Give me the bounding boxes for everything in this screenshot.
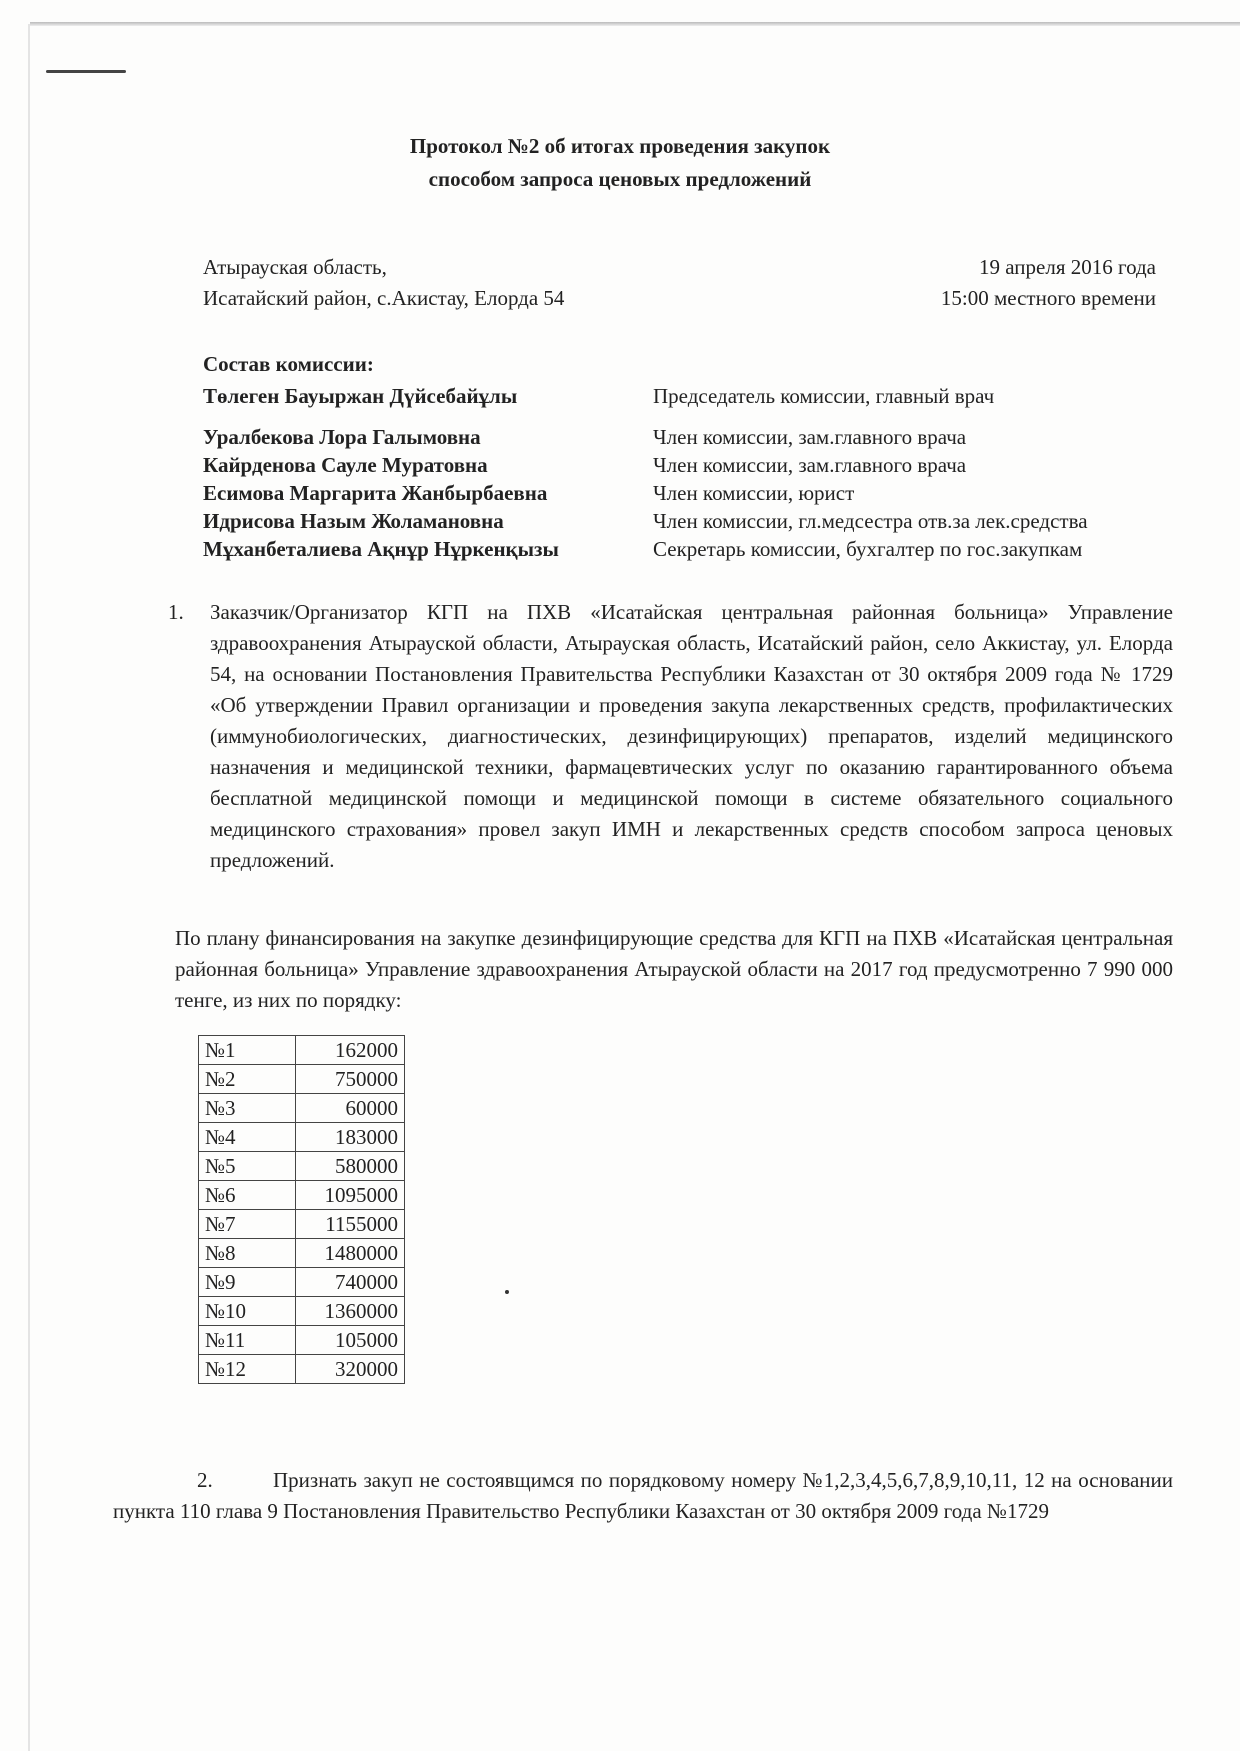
location-address: Исатайский район, с.Акистау, Елорда 54	[203, 286, 565, 310]
table-row	[199, 1036, 405, 1065]
chairman-name: Төлеген Бауыржан Дүйсебайұлы	[203, 384, 518, 408]
member-role: Член комиссии, юрист	[653, 481, 855, 505]
member-name: Кайрденова Сауле Муратовна	[203, 453, 488, 477]
lot-number: №4	[199, 1123, 296, 1152]
member-name: Уралбекова Лора Галымовна	[203, 425, 481, 449]
member-name: Идрисова Назым Жоламановна	[203, 509, 504, 533]
lot-number: №6	[199, 1181, 296, 1210]
member-role: Член комиссии, зам.главного врача	[653, 425, 967, 449]
item1-text: Заказчик/Организатор КГП на ПХВ «Исатайская центральная районная больница» Управление здравоохранения Атырауской области, Атырауская область, Исатайский район, село Аккистау, ул. Елорда 54, на основании Постановления Правительства Республики Казахстан от 30 октября 2009 года № 1729 «Об утверждении Правил организации и проведения закупа лекарственных средств, профилактических (иммунобиологических, диагностических, дезинфицирующих) препаратов, изделий медицинского назначения и медицинской техники, фармацевтических услуг по оказанию гарантированного объема бесплатной медицинской помощи и медицинской помощи в системе обязательного социального медицинского страхования» провел закуп ИМН и лекарственных средств способом запроса ценовых предложений.	[210, 600, 1173, 872]
table-row	[199, 1152, 405, 1181]
table-row	[199, 1326, 405, 1355]
lot-amount: 750000	[296, 1065, 405, 1094]
table-row	[199, 1065, 405, 1094]
lots-table	[198, 1035, 405, 1384]
lot-number: №11	[199, 1326, 296, 1355]
protocol-time: 15:00 местного времени	[940, 286, 1156, 310]
member-name: Мұханбеталиева Ақнұр Нұркенқызы	[203, 537, 559, 561]
document-title-line2: способом запроса ценовых предложений	[428, 167, 812, 191]
lot-amount: 162000	[296, 1036, 405, 1065]
lot-amount: 320000	[296, 1355, 405, 1384]
table-row	[199, 1268, 405, 1297]
lot-number: №12	[199, 1355, 296, 1384]
commission-heading: Состав комиссии:	[203, 352, 374, 376]
financing-text: По плану финансирования на закупке дезинфицирующие средства для КГП на ПХВ «Исатайская центральная районная больница» Управление здравоохранения Атырауской области на 2017 год предусмотренно 7 990 000 тенге, из них по порядку:	[175, 926, 1173, 1012]
lot-amount: 1480000	[296, 1239, 405, 1268]
member-name: Есимова Маргарита Жанбырбаевна	[203, 481, 548, 505]
lot-amount: 60000	[296, 1094, 405, 1123]
chairman-role: Председатель комиссии, главный врач	[653, 384, 995, 408]
lot-number: №3	[199, 1094, 296, 1123]
table-row	[199, 1239, 405, 1268]
lot-number: №7	[199, 1210, 296, 1239]
lot-amount: 105000	[296, 1326, 405, 1355]
lot-number: №10	[199, 1297, 296, 1326]
protocol-date: 19 апреля 2016 года	[979, 255, 1156, 279]
lot-amount: 183000	[296, 1123, 405, 1152]
item1-number: 1.	[168, 600, 184, 624]
lot-number: №5	[199, 1152, 296, 1181]
table-row	[199, 1094, 405, 1123]
table-row	[199, 1297, 405, 1326]
lot-number: №8	[199, 1239, 296, 1268]
member-role: Секретарь комиссии, бухгалтер по гос.закупкам	[653, 537, 1083, 561]
scan-speck	[505, 1290, 509, 1294]
table-row	[199, 1210, 405, 1239]
table-row	[199, 1123, 405, 1152]
table-row	[199, 1355, 405, 1384]
lot-amount: 1360000	[296, 1297, 405, 1326]
scan-edge	[30, 22, 1240, 26]
scan-edge-left	[28, 24, 30, 1751]
document-title-line1: Протокол №2 об итогах проведения закупок	[409, 134, 831, 158]
lot-amount: 740000	[296, 1268, 405, 1297]
lot-number: №1	[199, 1036, 296, 1065]
item2-text: Признать закуп не состоявщимся по порядковому номеру №1,2,3,4,5,6,7,8,9,10,11, 12 на основании пункта 110 глава 9 Постановления Правительство Республики Казахстан от 30 октября 2009 года №1729	[113, 1468, 1173, 1523]
table-row	[199, 1181, 405, 1210]
lot-amount: 580000	[296, 1152, 405, 1181]
lot-amount: 1095000	[296, 1181, 405, 1210]
member-role: Член комиссии, гл.медсестра отв.за лек.средства	[653, 509, 1088, 533]
lot-number: №9	[199, 1268, 296, 1297]
item2-number: 2.	[197, 1468, 213, 1492]
lot-amount: 1155000	[296, 1210, 405, 1239]
location-region: Атырауская область,	[203, 255, 387, 279]
member-role: Член комиссии, зам.главного врача	[653, 453, 967, 477]
scan-mark	[46, 70, 126, 73]
lot-number: №2	[199, 1065, 296, 1094]
